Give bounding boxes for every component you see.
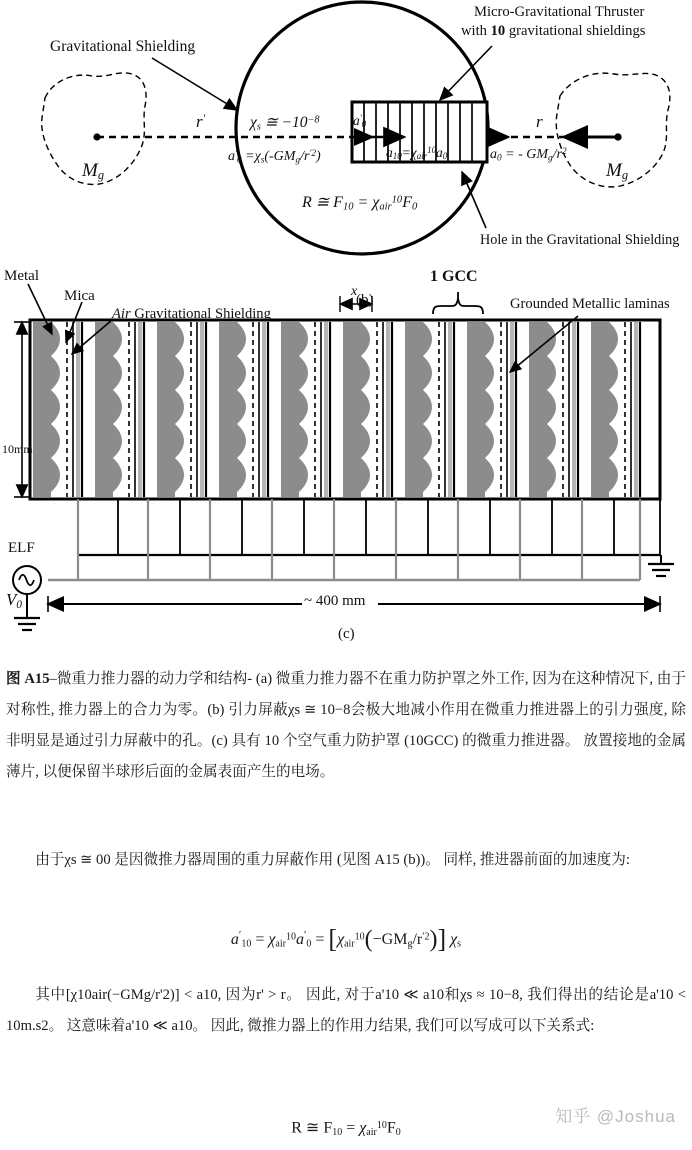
leader-gravitational-shielding — [152, 58, 237, 110]
equation-1-block — [6, 920, 686, 960]
figure-caption-paragraph — [6, 664, 686, 788]
label-grounded-metallic-laminas: Grounded Metallic laminas — [510, 296, 670, 312]
body-paragraph-1-block — [6, 845, 686, 876]
label-r: r — [536, 112, 543, 131]
body-paragraph-1: 由于χs ≅ 00 是因微推力器周围的重力屏蔽作用 (见图 A15 (b))。 同样, 推进器前面的加速度为: — [35, 852, 630, 868]
label-mica: Mica — [64, 288, 95, 304]
label-thruster-title-line1: Micro-Gravitational Thruster — [474, 4, 645, 20]
thruster-title-pre: with — [461, 23, 491, 39]
ground-left — [14, 618, 40, 630]
label-hole-in-shielding: Hole in the Gravitational Shielding — [480, 232, 680, 248]
label-mass-left: $M_g$ — [82, 160, 105, 183]
watermark: 知乎 @Joshua — [555, 1107, 676, 1126]
gcc-brace — [433, 292, 483, 314]
thruster-title-count: 10 — [490, 23, 506, 39]
label-a0-formula: $a_0$ = - $GM_g/r^2$ — [490, 146, 567, 163]
body-paragraph-2-block — [6, 980, 686, 1042]
label-gravitational-shielding: Gravitational Shielding — [50, 38, 196, 55]
label-r-prime: r' — [196, 112, 206, 131]
label-mass-right: $M_g$ — [606, 160, 629, 183]
figure-c-caption-label: (c) — [338, 626, 355, 642]
label-elf: ELF — [8, 540, 35, 556]
equation-1: $a'_{10} = \chi_{air}^{10}a'_0 = [\chi_{air}^{10}(-GM_g/r^{'2})]$ $\chi_s$ — [230, 924, 462, 954]
label-x-dimension: x — [351, 284, 358, 299]
label-a0-prime-inbox: $a'_0$ — [353, 113, 367, 130]
ground-right — [648, 564, 674, 576]
label-R-formula: R ≅ $F_{10} = \chi_{air}^{10}F_0$ — [302, 194, 418, 213]
label-10mm: 10mm — [2, 442, 33, 456]
label-air-gravitational-shielding — [112, 306, 271, 323]
label-a10-formula: $a_{10}=\chi_{air}^{10}a_0$ — [386, 145, 448, 162]
air-italic: Air — [112, 306, 131, 322]
caption-lead: 图 A15 — [6, 671, 50, 687]
height-dimension — [14, 322, 30, 497]
equation-2: R ≅ $F_{10} = \chi_{air}^{10}F_0$ — [291, 1119, 401, 1138]
capacitor-stack — [30, 320, 660, 499]
thruster-title-post: gravitational shieldings — [505, 23, 646, 39]
wiring — [13, 499, 674, 630]
caption-text: –微重力推力器的动力学和结构- (a) 微重力推力器不在重力防护罩之外工作, 因为在这种情况下, 由于对称性, 推力器上的合力为零。(b) 引力屏蔽χs ≅ 10−8会极大地减小作用在微重力推进器上的引力强度, 除非明显是通过引力屏蔽中的孔。(c) 具有 10 个空气重力防护罩 (10GCC) 的微重力推进器。 放置接地的金属薄片, 以便保留半球形后面的金属表面产生的电场。 — [6, 671, 686, 780]
figure-caption-block — [6, 664, 686, 788]
body-paragraph-2: 其中[χ10air(−GMg/r'2)] < a10, 因为r' > r。 因此, 对于a'10 ≪ a10和χs ≈ 10−8, 我们得出的结论是a'10 < 10m.s2。 这意味着a'10 ≪ a10。 因此, 微推力器上的作用力结果, 我们可以写成可以下关系式: — [6, 987, 686, 1034]
figure-b-diagram — [0, 0, 692, 258]
label-thruster-title-line2 — [461, 23, 645, 40]
label-chi-s: $\chi_s$ ≅ $-10^{-8}$ — [250, 114, 320, 133]
figure-b-caption-label: (b) — [356, 292, 374, 308]
label-v0: $V_0$ — [6, 590, 22, 611]
label-400mm: ~ 400 mm — [304, 593, 366, 609]
air-rest: Gravitational Shielding — [130, 306, 271, 322]
label-1-gcc: 1 GCC — [430, 268, 478, 285]
label-a0-prime-formula: $a'_0 =\chi_s(-GM_g/r^{'2})$ — [228, 148, 321, 165]
figure-c-diagram — [0, 262, 692, 657]
label-metal: Metal — [4, 268, 39, 284]
